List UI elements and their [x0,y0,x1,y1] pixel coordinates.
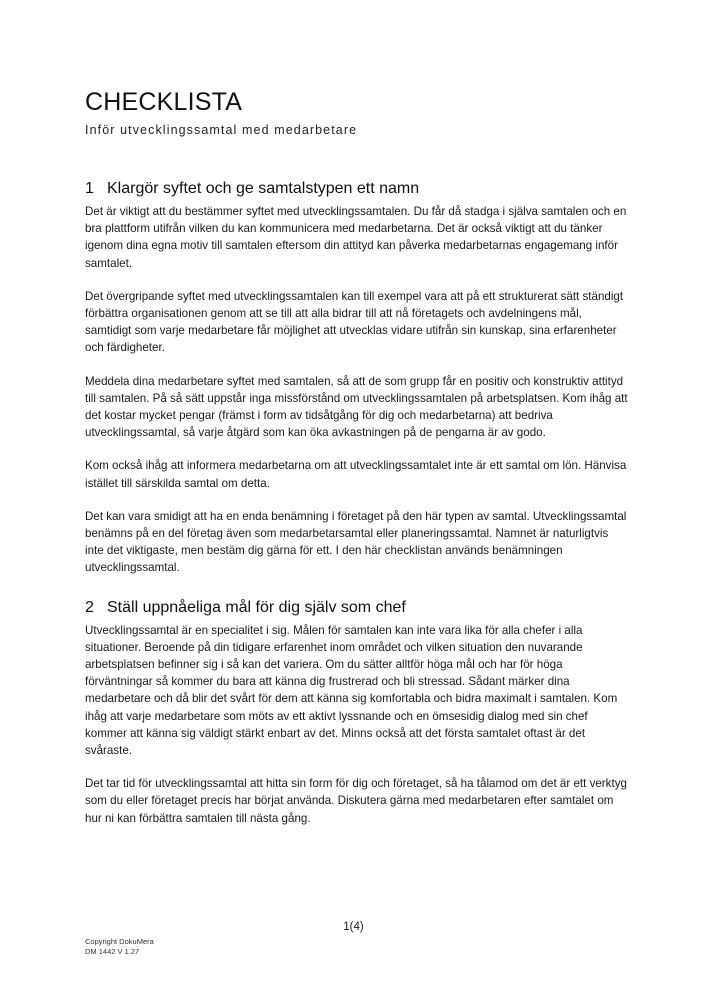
footer-copyright: Copyright DokuMera [85,937,154,946]
section-title: Klargör syftet och ge samtalstypen ett namn [107,180,420,197]
paragraph: Det kan vara smidigt att ha en enda benämning i företaget på den här typen av samtal. Utvecklingssamtal benämns på en del företag även som medarbetarsamtal eller planeringssamtal. Namnet är naturligtvis inte det viktigaste, men bestäm dig gärna för ett. I den här checklistan används benämningen utvecklingssamtal. [85,509,627,575]
paragraph: Meddela dina medarbetare syftet med samtalen, så att de som grupp får en positiv och konstruktiv attityd till samtalen. På så sätt uppstår inga missförstånd om utvecklingssamtalen på arbetsplatsen. Kom ihåg att det kostar mycket pengar (främst i form av tidsåtgång för dig och medarbetarna) att bedriva utvecklingssamtal, så varje åtgärd som kan öka avkastningen på de pengarna är av godo. [85,374,628,440]
document-title: CHECKLISTA [85,88,243,116]
section-number: 1 [85,180,94,197]
paragraph: Det är viktigt att du bestämmer syftet med utvecklingssamtalen. Du får då stadga i själva samtalen och en bra plattform utifrån vilken du kan kommunicera med medarbetarna. Det är också viktigt att du tänker igenom dina egna motiv till samtalen eftersom din attityd kan påverka medarbetarnas engagemang inför samtalet. [85,205,627,270]
document-subtitle: Inför utvecklingssamtal med medarbetare [85,123,358,137]
section-title: Ställ uppnåeliga mål för dig själv som chef [107,598,406,616]
page-number: 1(4) [343,921,364,933]
paragraph: Utvecklingssamtal är en specialitet i sig. Målen för samtalen kan inte vara lika för alla chefer i alla situationer. Beroende på din tidigare erfarenhet inom området och vilken situation den nuvarande arbetsplatsen befinner sig i så kan det variera. Om du sätter alltför höga mål och har för höga förväntningar så kommer du bara att känna dig frustrerad och bli stressad. Sådant märker dina medarbetare och då blir det svårt för dem att känna sig komfortabla och bidra maximalt i samtalen. Kom ihåg att varje medarbetare som möts av ett aktivt lyssnande och en ömsesidig dialog med sin chef kommer att känna sig väldigt stärkt enbart av det. Minns också att det första samtalet oftast är det svåraste. [85,623,618,758]
footer-doc-id: DM 1442 V 1.27 [85,947,140,956]
paragraph: Det övergripande syftet med utvecklingssamtalen kan till exempel vara att på ett strukturerat sätt ständigt förbättra organisationen genom att se till att alla bidrar till att nå företagets och avdelningens mål, samtidigt som varje medarbetare får möjlighet att utvecklas vidare utifrån sin kunskap, sina erfarenheter och färdigheter. [85,289,624,355]
footer [85,937,154,957]
section-heading [85,180,630,198]
section-heading [85,599,630,617]
document-body [85,180,630,843]
section-number: 2 [85,598,94,616]
paragraph: Det tar tid för utvecklingssamtal att hitta sin form för dig och företaget, så ha tålamod om det är ett verktyg som du eller företaget precis har börjat använda. Diskutera gärna med medarbetaren efter samtalet om hur ni kan förbättra samtalen till nästa gång. [85,777,627,825]
section-2 [85,599,630,827]
paragraph: Kom också ihåg att informera medarbetarna om att utvecklingssamtalet inte är ett samtal om lön. Hänvisa istället till särskilda samtal om detta. [85,459,627,490]
section-1 [85,180,630,577]
